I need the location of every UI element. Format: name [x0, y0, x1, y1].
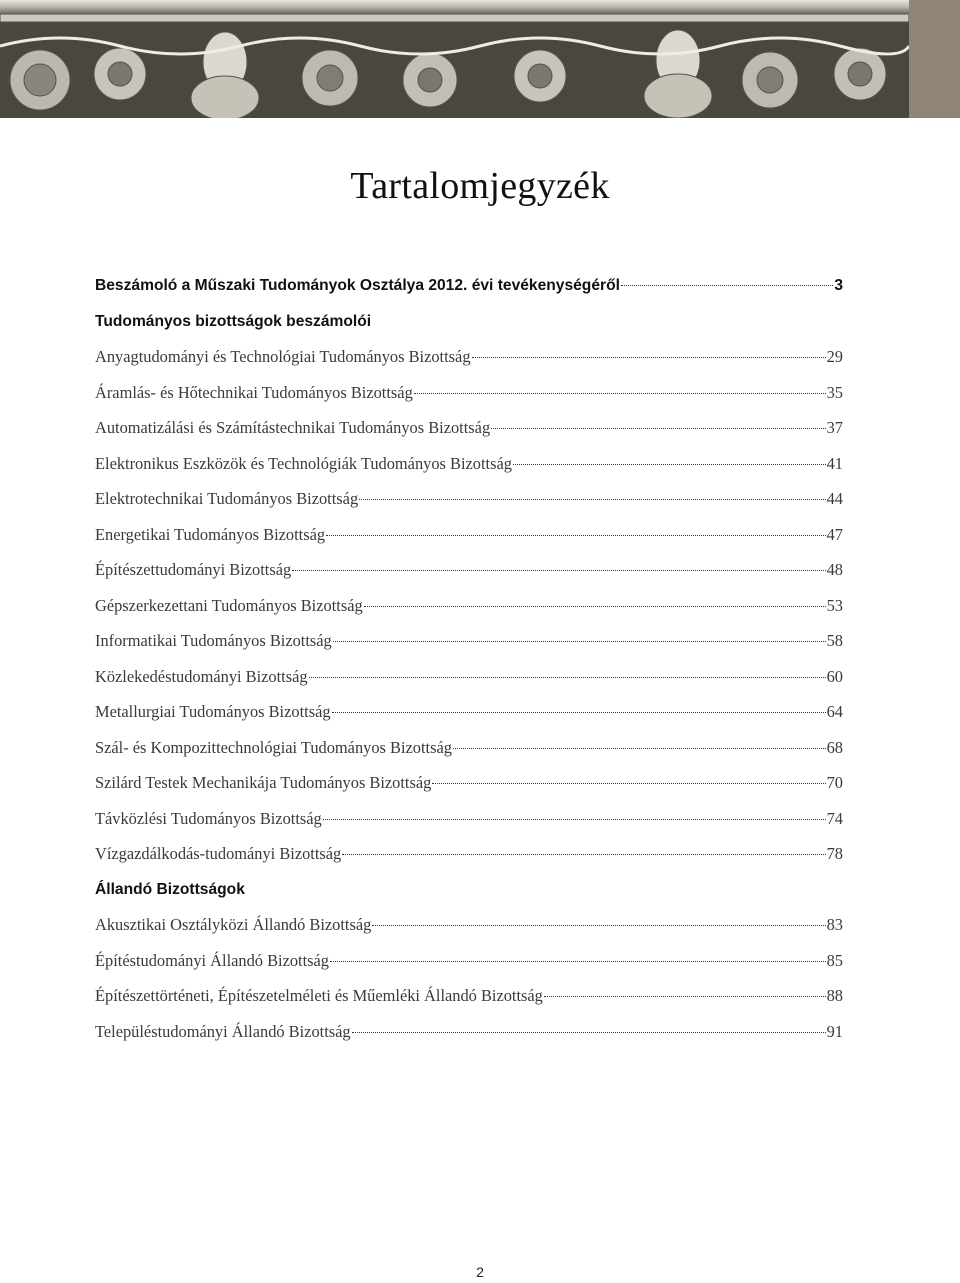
toc-entry[interactable]: [95, 517, 843, 553]
toc-entry[interactable]: [95, 446, 843, 482]
toc-entry-label: Automatizálási és Számítástechnikai Tudományos Bizottság: [95, 418, 491, 437]
toc-entry-page: 78: [826, 844, 843, 863]
toc-entry-label: Áramlás- és Hőtechnikai Tudományos Bizottság: [95, 382, 413, 402]
page-title: Tartalomjegyzék: [350, 165, 610, 207]
dot-leader: [364, 606, 826, 607]
toc-entry-page: 83: [826, 915, 843, 934]
toc-entry-label: Vízgazdálkodás-tudományi Bizottság: [95, 844, 342, 863]
toc-entry-label: Közlekedéstudományi Bizottság: [95, 666, 308, 686]
toc-entry[interactable]: [95, 410, 843, 446]
toc-entry-page: 68: [826, 737, 843, 757]
toc-entry[interactable]: [95, 1014, 843, 1050]
dot-leader: [323, 819, 826, 820]
toc-entry[interactable]: [95, 730, 843, 766]
dot-leader: [332, 712, 826, 713]
toc-entry-label: Elektrotechnikai Tudományos Bizottság: [95, 489, 359, 508]
toc-entry[interactable]: [95, 978, 843, 1014]
dot-leader: [326, 535, 826, 536]
dot-leader: [544, 996, 826, 997]
dot-leader: [342, 854, 825, 855]
dot-leader: [359, 499, 825, 500]
toc-entry[interactable]: [95, 836, 843, 872]
toc-entry-page: 88: [826, 986, 843, 1005]
dot-leader: [472, 357, 826, 358]
toc-entry-label: Szál- és Kompozittechnológiai Tudományos Bizottság: [95, 737, 452, 757]
dot-leader: [330, 961, 826, 962]
toc-entry-page: 48: [826, 560, 843, 579]
dot-leader: [414, 393, 826, 394]
frieze-illustration: [0, 0, 909, 118]
page-number: 2: [476, 1264, 484, 1280]
table-of-contents: [95, 268, 843, 1049]
toc-entry-page: 60: [826, 666, 843, 686]
toc-entry-page: 70: [826, 773, 843, 792]
toc-entry[interactable]: [95, 765, 843, 801]
toc-entry-page: 91: [826, 1021, 843, 1041]
toc-section-heading: [95, 872, 843, 908]
dot-leader: [292, 570, 825, 571]
toc-entry-label: Gépszerkezettani Tudományos Bizottság: [95, 595, 363, 615]
dot-leader: [333, 641, 826, 642]
toc-entry-page: 53: [826, 595, 843, 615]
dot-leader: [453, 748, 826, 749]
toc-entry-page: 85: [826, 950, 843, 970]
toc-entry[interactable]: [95, 694, 843, 730]
dot-leader: [309, 677, 826, 678]
toc-entry-label: Elektronikus Eszközök és Technológiák Tudományos Bizottság: [95, 453, 512, 473]
toc-entry[interactable]: [95, 481, 843, 517]
toc-entry[interactable]: [95, 268, 843, 304]
toc-entry-label: Szilárd Testek Mechanikája Tudományos Bizottság: [95, 773, 432, 792]
side-color-band: [909, 0, 960, 118]
toc-section-heading: [95, 304, 843, 340]
toc-entry-page: 3: [834, 277, 843, 294]
toc-entry-label: Informatikai Tudományos Bizottság: [95, 631, 332, 650]
toc-entry-label: Építéstudományi Állandó Bizottság: [95, 950, 329, 970]
toc-entry-page: 58: [826, 631, 843, 650]
toc-entry-page: 74: [826, 808, 843, 828]
toc-entry-page: 29: [826, 347, 843, 366]
toc-entry[interactable]: [95, 659, 843, 695]
toc-entry-page: 35: [826, 382, 843, 402]
toc-entry-label: Építészettörténeti, Építészetelméleti és Műemléki Állandó Bizottság: [95, 986, 543, 1005]
toc-entry-label: Energetikai Tudományos Bizottság: [95, 524, 326, 544]
toc-entry-label: Tudományos bizottságok beszámolói: [95, 312, 372, 330]
dot-leader: [352, 1032, 826, 1033]
toc-entry-label: Állandó Bizottságok: [95, 880, 245, 898]
toc-entry[interactable]: [95, 588, 843, 624]
toc-entry-label: Akusztikai Osztályközi Állandó Bizottság: [95, 915, 372, 934]
dot-leader: [372, 925, 825, 926]
toc-entry[interactable]: [95, 907, 843, 943]
toc-entry-label: Településtudományi Állandó Bizottság: [95, 1021, 351, 1041]
toc-entry-page: 64: [826, 702, 843, 721]
toc-entry[interactable]: [95, 339, 843, 375]
toc-entry[interactable]: [95, 943, 843, 979]
toc-entry-label: Távközlési Tudományos Bizottság: [95, 808, 322, 828]
toc-entry-page: 41: [826, 453, 843, 473]
toc-entry-page: 44: [826, 489, 843, 508]
toc-entry-label: Beszámoló a Műszaki Tudományok Osztálya 2012. évi tevékenységéről: [95, 277, 620, 294]
dot-leader: [432, 783, 825, 784]
toc-entry[interactable]: [95, 375, 843, 411]
dot-leader: [491, 428, 825, 429]
toc-entry-label: Építészettudományi Bizottság: [95, 560, 292, 579]
toc-entry[interactable]: [95, 801, 843, 837]
dot-leader: [513, 464, 826, 465]
toc-entry-label: Anyagtudományi és Technológiai Tudományos Bizottság: [95, 347, 471, 366]
ornamental-frieze-banner: [0, 0, 909, 118]
dot-leader: [621, 285, 833, 286]
toc-entry-label: Metallurgiai Tudományos Bizottság: [95, 702, 331, 721]
toc-entry-page: 47: [826, 524, 843, 544]
toc-entry[interactable]: [95, 552, 843, 588]
toc-entry-page: 37: [826, 418, 843, 437]
toc-entry[interactable]: [95, 623, 843, 659]
